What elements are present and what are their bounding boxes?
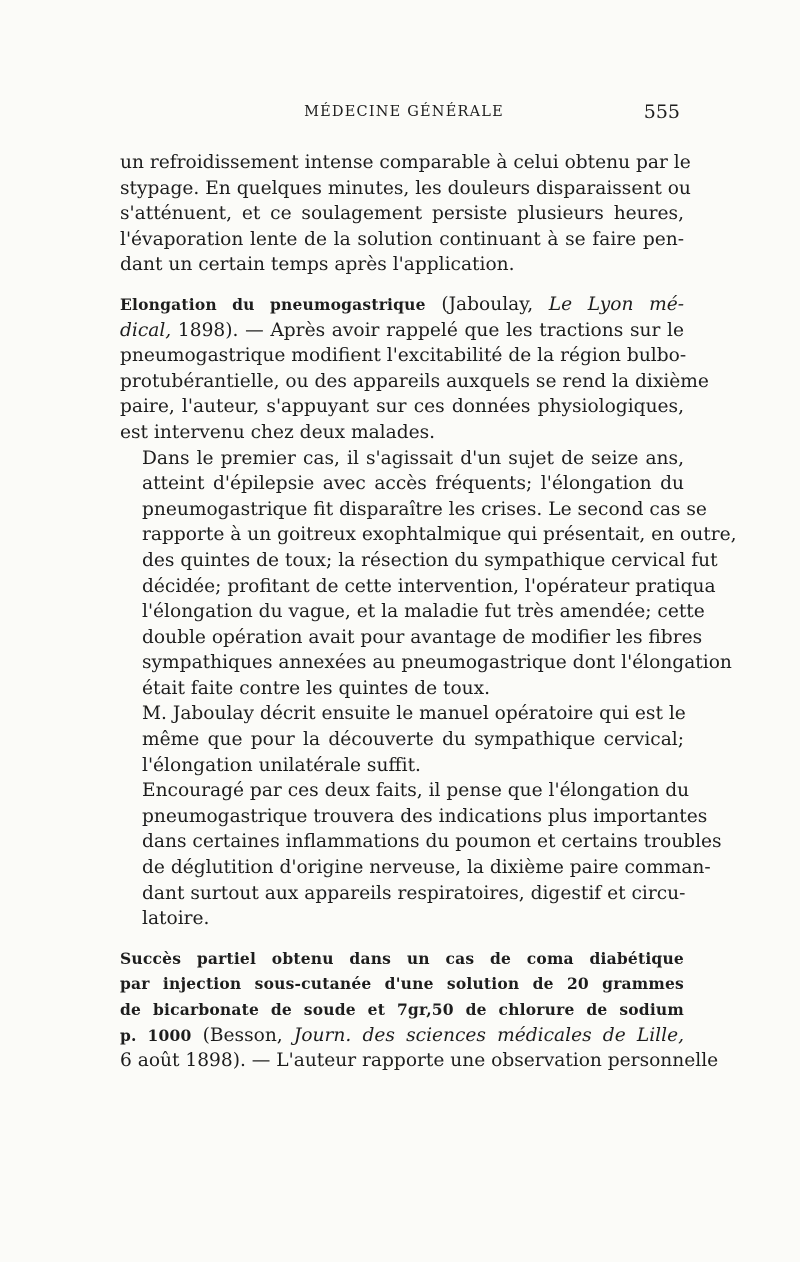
text-line: pneumogastrique modifient l'excitabilité de la région bulbo- (120, 345, 687, 367)
paragraph-4 (120, 701, 684, 778)
text-line: Encouragé par ces deux faits, il pense que l'élongation du (142, 780, 690, 802)
text-line: l'élongation unilatérale suffit. (142, 754, 421, 776)
text-line (120, 292, 684, 318)
text-line: atteint d'épilepsie avec accès fréquents; l'élongation du (142, 473, 684, 495)
text-line: était faite contre les quintes de toux. (142, 677, 491, 699)
text-span: 1898). — Après avoir rappelé que les tractions sur le (171, 319, 684, 341)
text-line: l'élongation du vague, et la maladie fut très amendée; cette (142, 601, 705, 623)
text-line: décidée; profitant de cette intervention, l'opérateur pratiqua (142, 575, 716, 597)
text-line: Dans le premier cas, il s'agissait d'un sujet de seize ans, (142, 447, 684, 469)
text-line: sympathiques annexées au pneumogastrique dont l'élongation (142, 652, 732, 674)
text-line (120, 997, 684, 1023)
section-title-line: par injection sous-cutanée d'une solution de 20 grammes (120, 974, 684, 994)
paragraph-3 (120, 446, 737, 702)
text-line: l'évaporation lente de la solution continuant à se faire pen- (120, 228, 684, 250)
text-line (120, 946, 684, 972)
text-line: même que pour la découverte du sympathique cervical; (142, 729, 684, 751)
text-line: double opération avait pour avantage de modifier les fibres (142, 626, 703, 648)
paragraph-elongation (120, 292, 709, 446)
text-line: dant un certain temps après l'application. (120, 254, 515, 276)
text-line: dant surtout aux appareils respiratoires, digestif et circu- (142, 882, 686, 904)
text-line: stypage. En quelques minutes, les douleurs disparaissent ou (120, 177, 691, 199)
body-text (120, 150, 737, 1074)
paragraph-1 (120, 150, 691, 278)
section-title-line: Succès partiel obtenu dans un cas de coma diabétique (120, 948, 684, 968)
text-line: paire, l'auteur, s'appuyant sur ces données physiologiques, (120, 396, 684, 418)
text-line (120, 971, 684, 997)
text-line: un refroidissement intense comparable à celui obtenu par le (120, 152, 691, 173)
text-line: de déglutition d'origine nerveuse, la dixième paire comman- (142, 857, 711, 879)
text-line (120, 318, 684, 344)
section-title-line: de bicarbonate de soude et 7gr,50 de chlorure de sodium (120, 1000, 684, 1019)
text-line: des quintes de toux; la résection du sympathique cervical fut (142, 549, 718, 571)
text-line: rapporte à un goitreux exophtalmique qui présentait, en outre, (142, 524, 737, 546)
journal-title: Le Lyon mé- (548, 293, 684, 315)
section-title: Elongation du pneumogastrique (120, 294, 426, 314)
text-line: dans certaines inflammations du poumon et certains troubles (142, 831, 722, 853)
text-line: protubérantielle, ou des appareils auxquels se rend la dixième (120, 370, 709, 392)
text-line: M. Jaboulay décrit ensuite le manuel opératoire qui est le (142, 703, 686, 725)
page-number: 555 (643, 101, 680, 123)
page-header (120, 101, 688, 134)
running-head: MÉDECINE GÉNÉRALE (304, 104, 504, 120)
citation: (Jaboulay, (425, 293, 549, 315)
journal-title: Journ. des sciences médicales de Lille, (293, 1024, 684, 1046)
text-line: s'atténuent, et ce soulagement persiste plusieurs heures, (120, 203, 684, 225)
paragraph-coma-diabetique (120, 946, 719, 1074)
text-line: pneumogastrique fit disparaître les crises. Le second cas se (142, 498, 707, 520)
text-line: 6 août 1898). — L'auteur rapporte une observation personnelle (120, 1050, 719, 1072)
section-title-line: p. 1000 (120, 1025, 192, 1045)
text-line: latoire. (142, 908, 210, 930)
paragraph-5 (120, 778, 722, 932)
text-line: est intervenu chez deux malades. (120, 421, 436, 443)
text-line (120, 1023, 684, 1049)
citation: (Besson, (191, 1024, 294, 1046)
text-line: pneumogastrique trouvera des indications plus importantes (142, 805, 708, 827)
journal-title-cont: dical, (120, 319, 172, 341)
